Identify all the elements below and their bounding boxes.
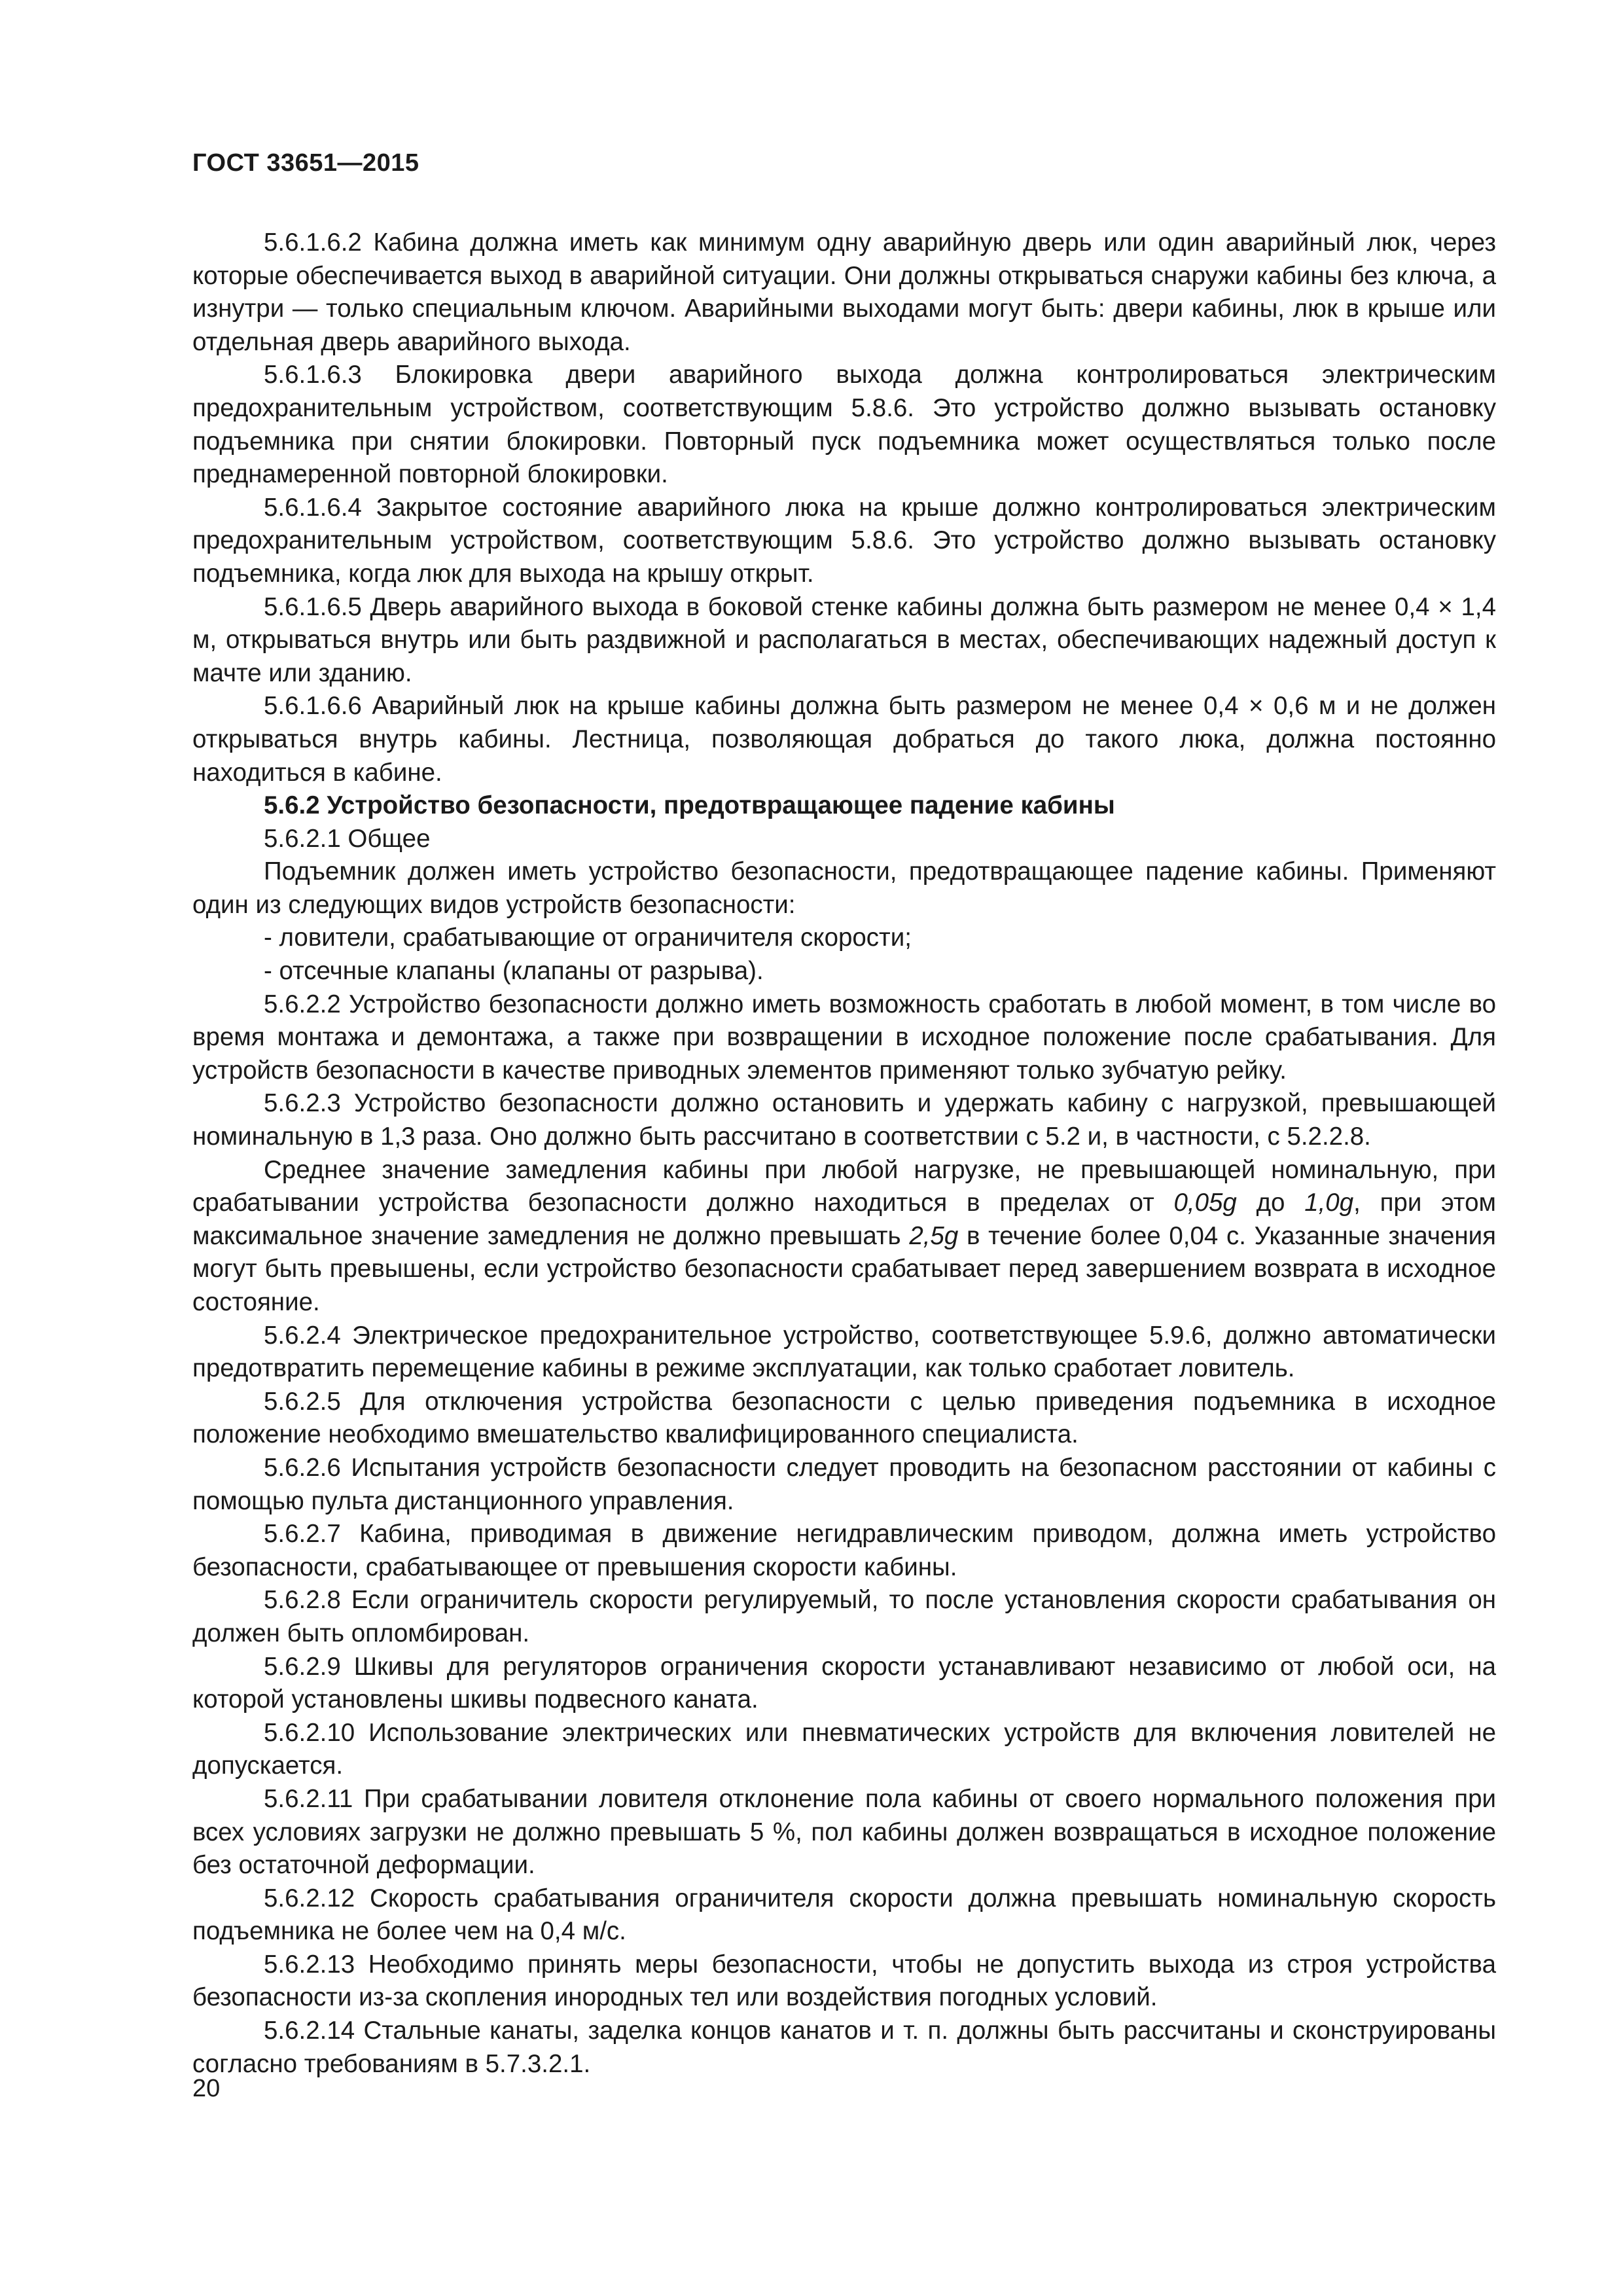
paragraph: 5.6.1.6.3 Блокировка двери аварийного выхода должна контролироваться электрическим предохранительным устройством, соответствующим 5.8.6. Это устройство должно вызывать остановку подъемника при снятии блокировки. Повторный пуск подъемника может осуществляться только после преднамеренной повторной блокировки.	[192, 361, 1496, 489]
list-item: - отсечные клапаны (клапаны от разрыва).	[264, 957, 764, 986]
paragraph: 5.6.2.5 Для отключения устройства безопасности с целью приведения подъемника в исходное положение необходимо вмешательство квалифицированного специалиста.	[192, 1387, 1496, 1449]
paragraph: 5.6.2.13 Необходимо принять меры безопасности, чтобы не допустить выхода из строя устройства безопасности из-за скопления инородных тел или воздействия погодных условий.	[192, 1950, 1496, 2012]
paragraph: 5.6.2.11 При срабатывании ловителя отклонение пола кабины от своего нормального положения при всех условиях загрузки не должно превышать 5 %, пол кабины должен возвращаться в исходное положение без остаточной деформации.	[192, 1784, 1496, 1880]
paragraph: 5.6.1.6.6 Аварийный люк на крыше кабины должна быть размером не менее 0,4 × 0,6 м и не должен открываться внутрь кабины. Лестница, позволяющая добраться до такого люка, должна постоянно находиться в кабине.	[192, 692, 1496, 787]
paragraph-fragment: до	[1236, 1189, 1305, 1217]
paragraph: 5.6.2.4 Электрическое предохранительное устройство, соответствующее 5.9.6, должно автоматически предотвратить перемещение кабины в режиме эксплуатации, как только сработает ловитель.	[192, 1321, 1496, 1383]
page-number: 20	[192, 2075, 221, 2102]
paragraph-fragment: Среднее значение замедления кабины при любой нагрузке, не превышающей номинальную, при срабатывании устройства безопасности должно находиться в пределах от	[192, 1155, 1496, 1217]
formula-value: 0,05g	[1173, 1189, 1237, 1217]
paragraph-fragment: , при этом максимальное значение замедления не должно превышать	[192, 1189, 1496, 1250]
list-item: - ловители, срабатывающие от ограничителя скорости;	[264, 924, 912, 952]
paragraph: 5.6.2.8 Если ограничитель скорости регулируемый, то после установления скорости срабатывания он должен быть опломбирован.	[192, 1586, 1496, 1647]
document-header: ГОСТ 33651—2015	[192, 149, 419, 177]
paragraph: 5.6.1.6.4 Закрытое состояние аварийного люка на крыше должно контролироваться электрическим предохранительным устройством, соответствующим 5.8.6. Это устройство должно вызывать остановку подъемника, когда люк для выхода на крышу открыт.	[192, 493, 1496, 588]
paragraph: 5.6.2.9 Шкивы для регуляторов ограничения скорости устанавливают независимо от любой оси, на которой установлены шкивы подвесного каната.	[192, 1652, 1496, 1714]
document-body	[192, 226, 1496, 2081]
paragraph-fragment: в течение более 0,04 с. Указанные значения могут быть превышены, если устройство безопасности срабатывает перед завершением возврата в исходное состояние.	[192, 1221, 1496, 1316]
paragraph: 5.6.2.12 Скорость срабатывания ограничителя скорости должна превышать номинальную скорость подъемника не более чем на 0,4 м/с.	[192, 1884, 1496, 1946]
paragraph: 5.6.1.6.2 Кабина должна иметь как минимум одну аварийную дверь или один аварийный люк, через которые обеспечивается выход в аварийной ситуации. Они должны открываться снаружи кабины без ключа, а изнутри — только специальным ключом. Аварийными выходами могут быть: двери кабины, люк в крыше или отдельная дверь аварийного выхода.	[192, 228, 1496, 356]
paragraph: 5.6.2.6 Испытания устройств безопасности следует проводить на безопасном расстоянии от кабины с помощью пульта дистанционного управления.	[192, 1453, 1496, 1515]
paragraph: 5.6.2.7 Кабина, приводимая в движение негидравлическим приводом, должна иметь устройство безопасности, срабатывающее от превышения скорости кабины.	[192, 1520, 1496, 1581]
paragraph: 5.6.2.10 Использование электрических или пневматических устройств для включения ловителей не допускается.	[192, 1718, 1496, 1780]
paragraph	[192, 1154, 1496, 1319]
paragraph: 5.6.1.6.5 Дверь аварийного выхода в боковой стенке кабины должна быть размером не менее 0,4 × 1,4 м, открываться внутрь или быть раздвижной и располагаться в местах, обеспечивающих надежный доступ к мачте или зданию.	[192, 592, 1496, 687]
paragraph: 5.6.2.1 Общее	[264, 824, 431, 853]
formula-value: 1,0g	[1304, 1189, 1354, 1217]
section-heading: 5.6.2 Устройство безопасности, предотвращающее падение кабины	[264, 791, 1115, 820]
paragraph: Подъемник должен иметь устройство безопасности, предотвращающее падение кабины. Применяют один из следующих видов устройств безопасности:	[192, 857, 1496, 919]
paragraph: 5.6.2.14 Стальные канаты, заделка концов канатов и т. п. должны быть рассчитаны и сконструированы согласно требованиям в 5.7.3.2.1.	[192, 2017, 1496, 2078]
paragraph: 5.6.2.2 Устройство безопасности должно иметь возможность сработать в любой момент, в том числе во время монтажа и демонтажа, а также при возвращении в исходное положение после срабатывания. Для устройств безопасности в качестве приводных элементов применяют только зубчатую рейку.	[192, 990, 1496, 1085]
formula-value: 2,5g	[909, 1221, 959, 1250]
paragraph: 5.6.2.3 Устройство безопасности должно остановить и удержать кабину с нагрузкой, превышающей номинальную в 1,3 раза. Оно должно быть рассчитано в соответствии с 5.2 и, в частности, с 5.2.2.8.	[192, 1089, 1496, 1151]
